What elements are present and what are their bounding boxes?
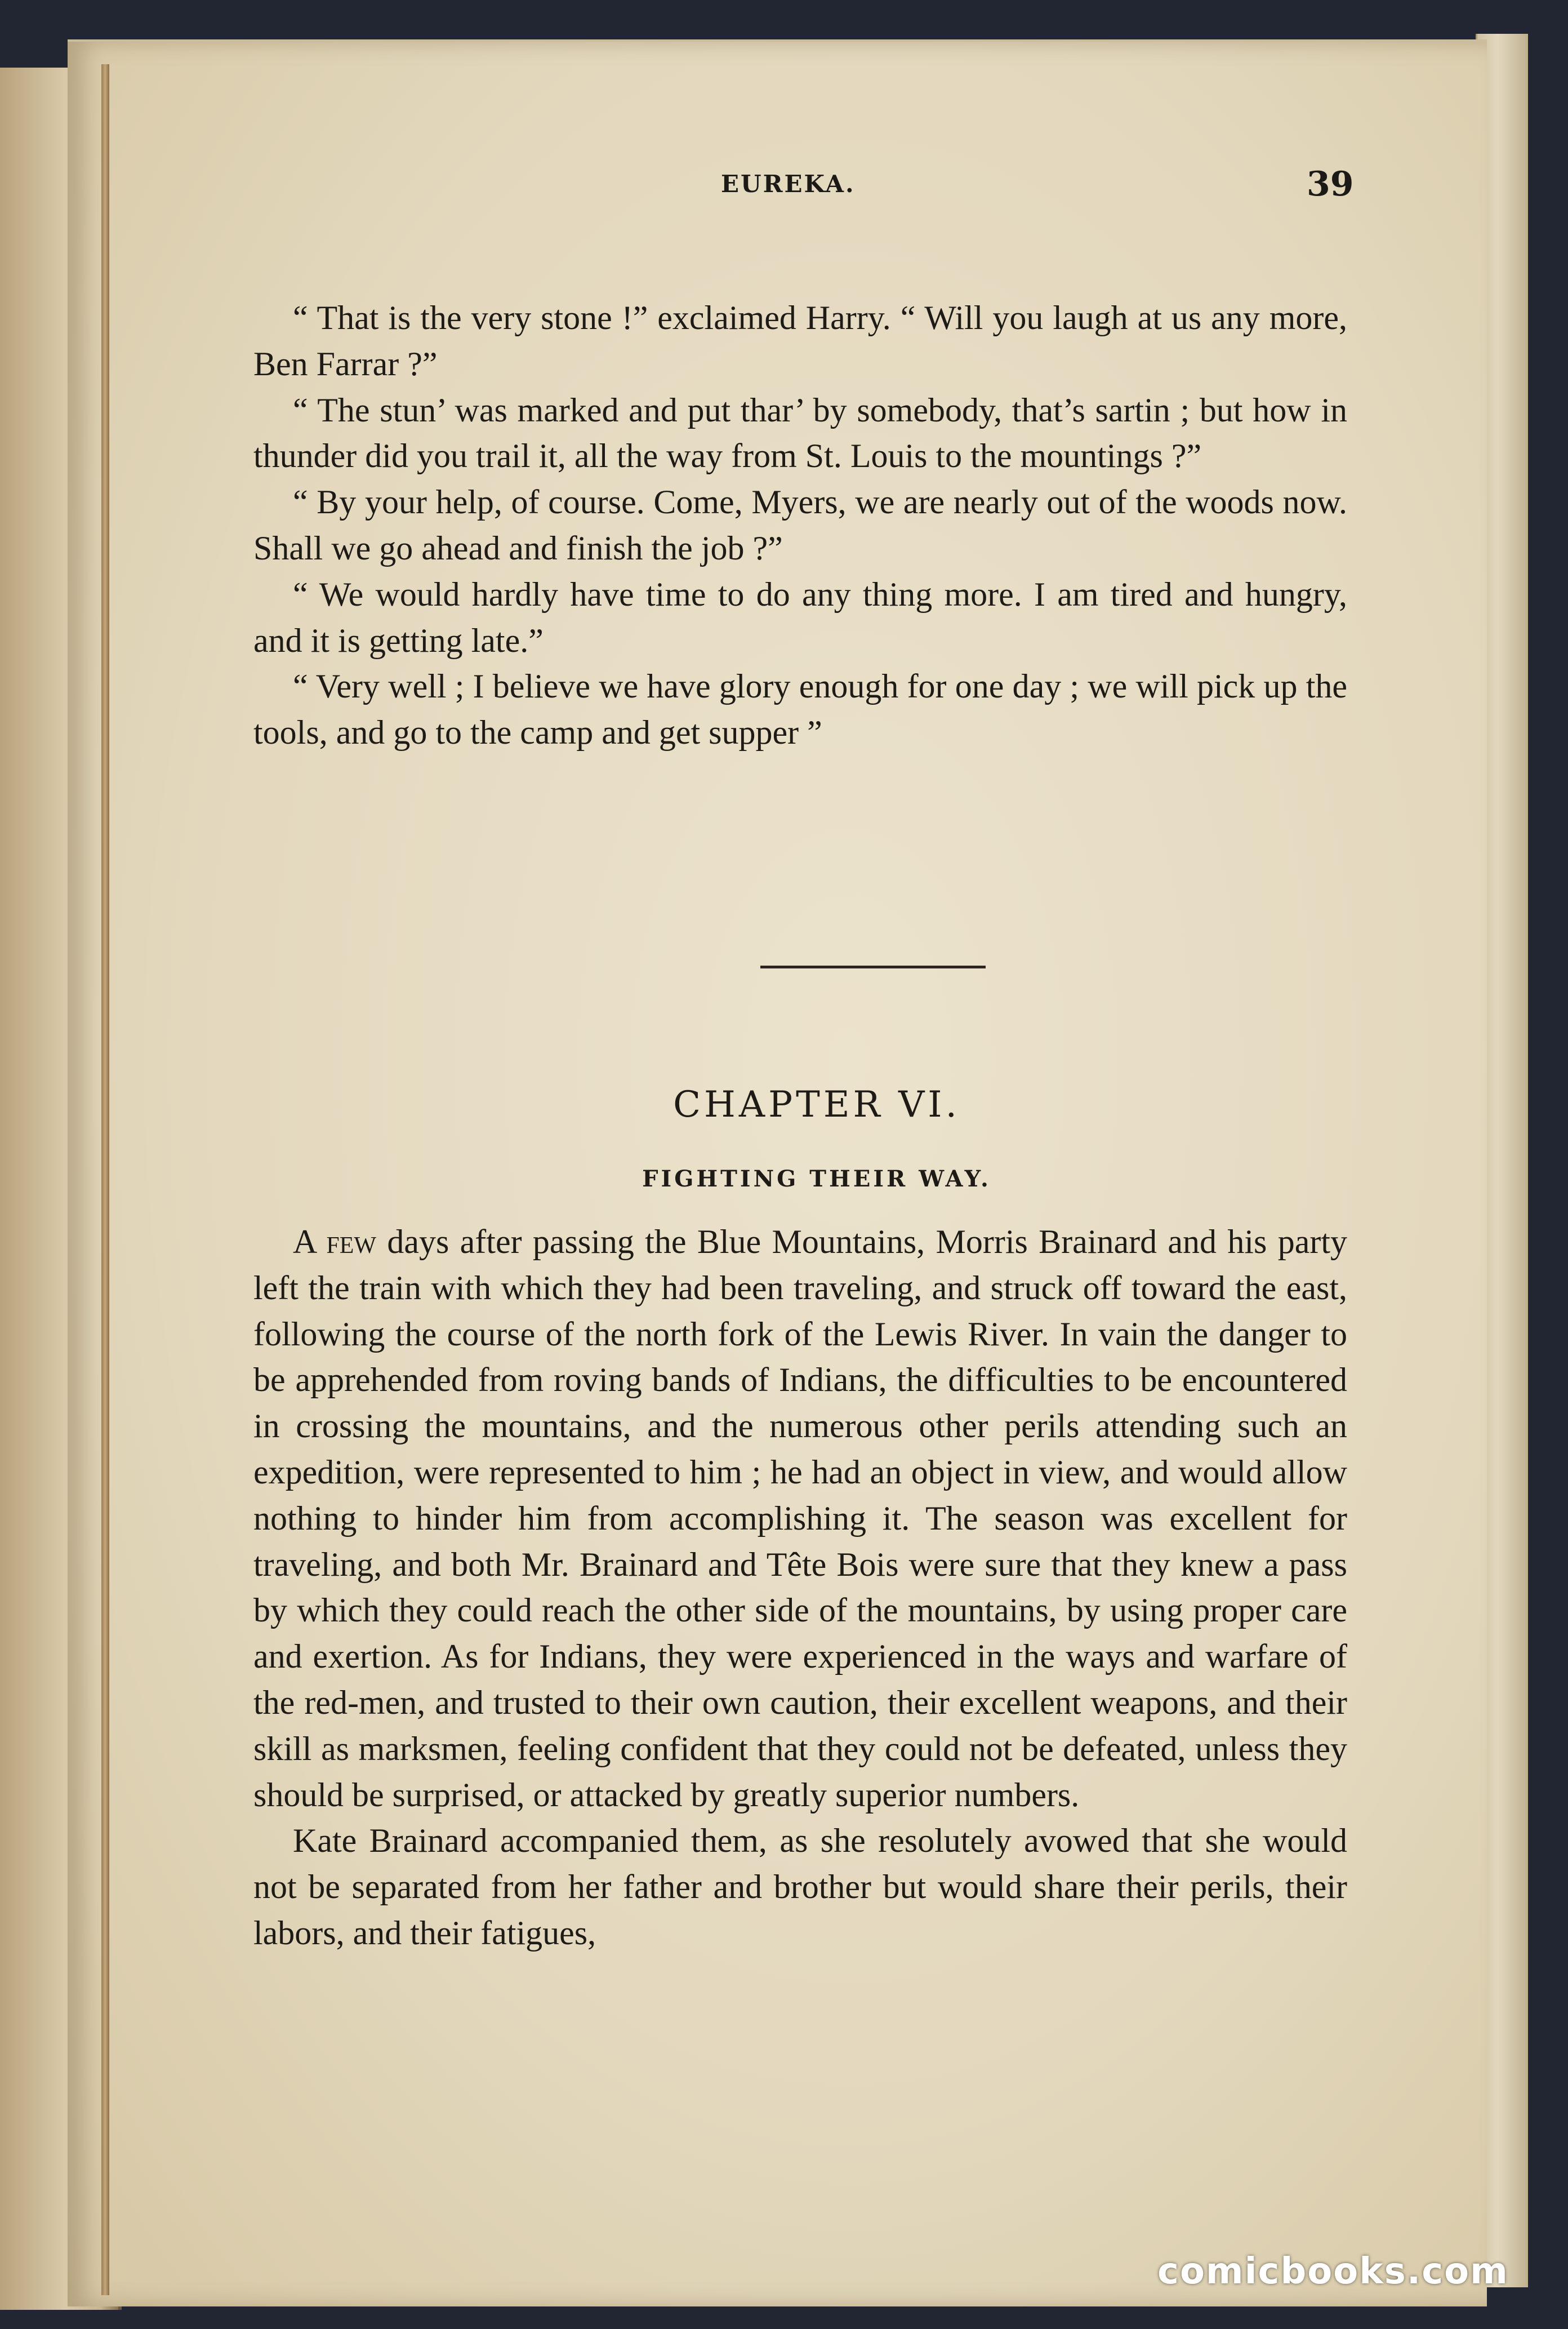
section-divider — [760, 966, 986, 968]
dialogue-paragraph: “ By your help, of course. Come, Myers, we are nearly out of the woods now. Shall we go ahead and finish the job ?” — [253, 483, 1347, 567]
smallcaps-word: few — [326, 1223, 377, 1260]
running-head: EUREKA. — [721, 170, 856, 198]
chapter-subtitle: FIGHTING THEIR WAY. — [642, 1166, 991, 1192]
chapter-title: CHAPTER VI. — [673, 1084, 960, 1126]
chapter-body — [253, 1219, 1347, 1957]
dialogue-paragraph: “ We would hardly have time to do any thing more. I am tired and hungry, and it is getting late.” — [253, 575, 1347, 659]
site-watermark: comicbooks.com — [1157, 2251, 1509, 2292]
book-page — [68, 39, 1487, 2306]
initial-word: A — [293, 1223, 316, 1260]
dialogue-paragraph: “ That is the very stone !” exclaimed Harry. “ Will you laugh at us any more, Ben Farrar ?” — [253, 299, 1347, 383]
page-header — [68, 165, 1487, 221]
paragraph-text: days after passing the Blue Mountains, Morris Brainard and his party left the train with which they had been traveling, and struck off toward the east, following the course of the north fork of the Lewis River. In vain the danger to be apprehended from roving bands of Indians, the difficulties to be encountered in crossing the mountains, and the numerous other perils attending such an expedition, were represented to him ; he had an object in view, and would allow nothing to hinder him from accomplishing it. The season was excellent for traveling, and both Mr. Brainard and Tête Bois were sure that they knew a pass by which they could reach the other side of the mountains, by using proper care and exertion. As for Indians, they were experienced in the ways and warfare of the red-men, and trusted to their own caution, their excellent weapons, and their skill as marksmen, feeling confident that they could not be defeated, unless they should be surprised, or attacked by greatly superior numbers. — [253, 1223, 1348, 1814]
dialogue-paragraph: “ Very well ; I believe we have glory enough for one day ; we will pick up the tools, and go to the camp and get supper ” — [253, 668, 1347, 752]
dialogue-paragraph: “ The stun’ was marked and put thar’ by somebody, that’s sartin ; but how in thunder did you trail it, all the way from St. Louis to the mountings ?” — [253, 391, 1347, 475]
body-paragraph — [253, 1219, 1347, 1818]
body-paragraph: Kate Brainard accompanied them, as she resolutely avowed that she would not be separated from her father and brother but would share their perils, their labors, and their fatigues, — [253, 1822, 1347, 1952]
page-number: 39 — [1307, 165, 1354, 204]
dialogue-section — [253, 295, 1347, 756]
